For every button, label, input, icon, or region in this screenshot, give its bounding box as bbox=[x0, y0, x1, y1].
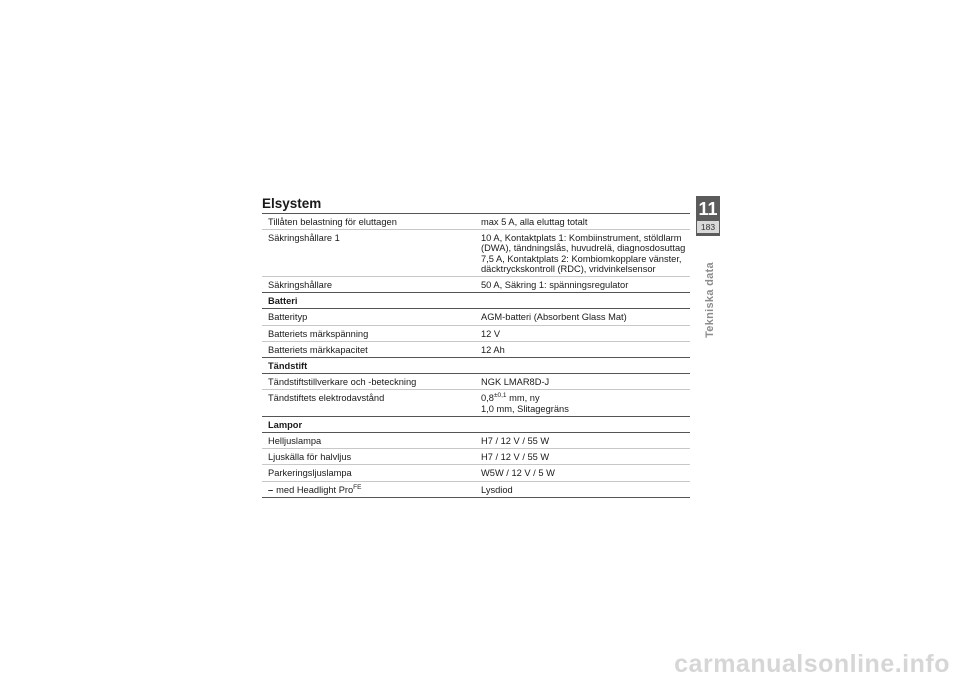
value-line: däcktryckskontroll (RDC), vridvinkelsensor bbox=[481, 263, 656, 274]
row-label-text: med Headlight Pro bbox=[276, 484, 354, 495]
table-row bbox=[262, 309, 690, 325]
value-tolerance: ±0,1 bbox=[493, 392, 507, 400]
table-row bbox=[262, 433, 690, 449]
value-line: 7,5 A, Kontaktplats 2: Kombiomkopplare vänster, bbox=[481, 253, 682, 264]
value-line: 10 A, Kontaktplats 1: Kombiinstrument, stöldlarm bbox=[481, 233, 682, 244]
chapter-number: 11 bbox=[698, 199, 718, 219]
table-row bbox=[262, 390, 690, 416]
dash-marker: – bbox=[268, 484, 274, 495]
section-header-lamps bbox=[262, 416, 690, 433]
table-row bbox=[262, 342, 690, 358]
row-label: Helljuslampa bbox=[268, 436, 322, 447]
row-value: 12 Ah bbox=[481, 344, 505, 355]
row-label: Batterityp bbox=[268, 312, 308, 323]
value-line bbox=[481, 393, 686, 403]
value-line: 1,0 mm, Slitagegräns bbox=[481, 403, 569, 414]
value-unit: mm, ny bbox=[506, 393, 540, 404]
table-row bbox=[262, 482, 690, 498]
table-row bbox=[262, 465, 690, 481]
table-row bbox=[262, 449, 690, 465]
spec-table bbox=[262, 213, 690, 498]
row-label: Tändstiftstillverkare och -beteckning bbox=[268, 377, 417, 388]
section-header-spark-plugs bbox=[262, 357, 690, 374]
row-label: Säkringshållare 1 bbox=[268, 233, 340, 244]
table-row bbox=[262, 214, 690, 230]
row-label: Tändstiftets elektrodavstånd bbox=[268, 393, 385, 404]
row-value: Lysdiod bbox=[481, 484, 513, 495]
section-title: Tändstift bbox=[268, 361, 308, 372]
row-label: Tillåten belastning för eluttagen bbox=[268, 217, 397, 227]
row-value: 12 V bbox=[481, 328, 501, 339]
row-value: 50 A, Säkring 1: spänningsregulator bbox=[481, 280, 629, 291]
row-value: H7 / 12 V / 55 W bbox=[481, 436, 550, 447]
table-row bbox=[262, 277, 690, 293]
row-label bbox=[262, 482, 477, 497]
table-row bbox=[262, 326, 690, 342]
row-value bbox=[477, 230, 690, 276]
section-title: Lampor bbox=[268, 419, 303, 430]
table-row bbox=[262, 230, 690, 277]
chapter-side-label: Tekniska data bbox=[704, 262, 716, 338]
row-value: H7 / 12 V / 55 W bbox=[481, 452, 550, 463]
row-value: AGM-batteri (Absorbent Glass Mat) bbox=[481, 312, 627, 323]
row-label: Ljuskälla för halvljus bbox=[268, 452, 352, 463]
value-base: 0,8 bbox=[481, 393, 494, 404]
value-line: (DWA), tändningslås, huvudrelä, diagnosdosuttag bbox=[481, 243, 686, 254]
chapter-tab bbox=[696, 196, 720, 236]
table-row bbox=[262, 374, 690, 390]
page-title: Elsystem bbox=[262, 196, 322, 211]
row-label: Batteriets märkkapacitet bbox=[268, 344, 368, 355]
row-value: max 5 A, alla eluttag totalt bbox=[481, 217, 588, 227]
label-superscript: FE bbox=[353, 483, 362, 491]
row-value bbox=[477, 390, 690, 415]
row-label: Parkeringsljuslampa bbox=[268, 468, 352, 479]
row-label: Säkringshållare bbox=[268, 280, 333, 291]
watermark: carmanualsonline.info bbox=[674, 650, 950, 678]
row-value: NGK LMAR8D-J bbox=[481, 377, 550, 388]
section-header-battery bbox=[262, 292, 690, 309]
page-number: 183 bbox=[697, 221, 719, 233]
row-label: Batteriets märkspänning bbox=[268, 328, 369, 339]
section-title: Batteri bbox=[268, 296, 298, 307]
row-value: W5W / 12 V / 5 W bbox=[481, 468, 555, 479]
